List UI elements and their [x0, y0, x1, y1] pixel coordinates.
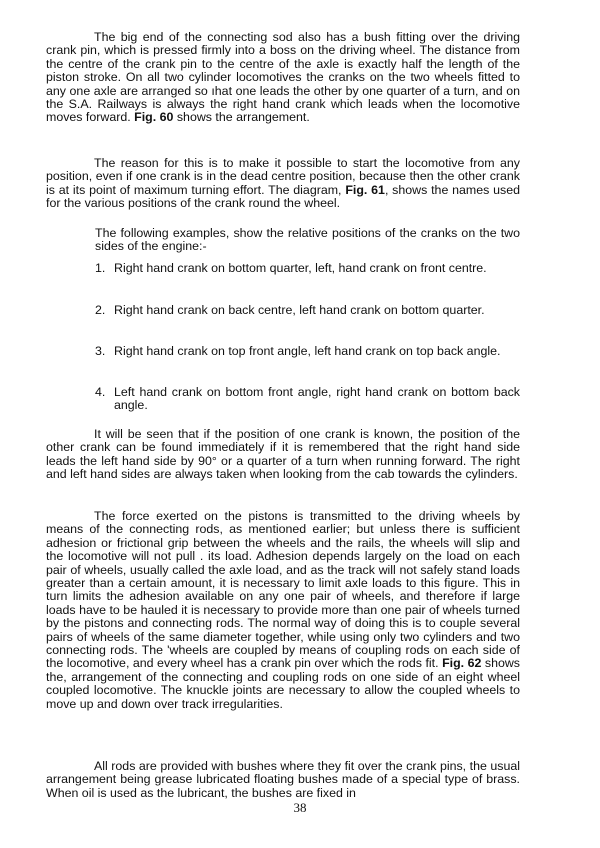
paragraph-bushes — [46, 760, 520, 800]
paragraph-text: shows the arrangement. — [176, 110, 310, 125]
paragraph-text: shows the, arrangement of the connecting and coupling rods on one side of an eight wheel coupled locomotive. The knuckle joints are necessary to allow the coupled wheels to move up and down over track irregularities. — [46, 656, 520, 711]
paragraph-text: It will be seen that if the position of one crank is known, the position of the other crank can be found immediately if it is remembered that the right hand side leads the left hand side by 90° or a quarter of a turn when running forward. The right and left hand sides are always taken when looking from the cab towards the cylinders. — [46, 427, 520, 482]
paragraph-position-relation — [46, 428, 520, 482]
page-number: 38 — [293, 800, 307, 815]
paragraph-text: All rods are provided with bushes where they fit over the crank pins, the usual arrangement being grease lubricated floating bushes made of a special type of brass. When oil is used as the lubricant, the bushes are fixed in — [46, 759, 520, 800]
figure-reference: Fig. 62 — [442, 656, 482, 671]
list-item — [95, 304, 520, 317]
list-text: Right hand crank on top front angle, left hand crank on top back angle. — [114, 344, 501, 358]
paragraph-text: The force exerted on the pistons is transmitted to the driving wheels by means of the connecting rods, as mentioned earlier; but unless there is sufficient adhesion or frictional grip between the wheels and the rails, the wheels will slip and the locomotive will not pull . its load. Adhesion depends largely on the load on each pair of wheels, usually called the axle load, and as the track will not safely stand loads greater than a certain amount, it is necessary to limit axle loads to this figure. This in turn limits the adhesion available on any one pair of wheels, and therefore if large loads have to be hauled it is necessary to provide more than one pair of wheels turned by the pistons and connecting rods. The normal way of doing this is to couple several pairs of wheels of the same diameter together, while using only two cylinders and two connecting rods. The 'wheels are coupled by means of coupling rods on each side of the locomotive, and every wheel has a crank pin over which the rods fit. — [46, 509, 520, 671]
paragraph-text: The big end of the connecting sod also has a bush fitting over the driving crank pin, which is pressed firmly into a boss on the driving wheel. The distance from the centre of the crank pin to the centre of the axle is exactly half the length of the piston stroke. On all two cylinder locomotives the cranks on the two wheels fitted to any one axle are arranged so ıhat one leads the other by one quarter of a turn, and on the S.A. Railways is always the right hand crank which leads when the locomotive moves forward. — [46, 30, 520, 125]
list-item — [95, 345, 520, 358]
paragraph-adhesion — [46, 510, 520, 711]
figure-reference: Fig. 61 — [345, 182, 385, 197]
list-text: Right hand crank on bottom quarter, left, hand crank on front centre. — [114, 261, 487, 275]
list-number: 3. — [95, 344, 106, 358]
list-item — [95, 262, 520, 275]
paragraph-start-position — [46, 157, 520, 211]
list-number: 2. — [95, 303, 106, 317]
figure-reference: Fig. 60 — [134, 110, 174, 125]
list-item — [95, 386, 520, 413]
list-text: Left hand crank on bottom front angle, right hand crank on bottom back angle. — [114, 385, 520, 413]
list-text: Right hand crank on back centre, left hand crank on bottom quarter. — [114, 303, 485, 317]
paragraph-text: The reason for this is to make it possible to start the locomotive from any position, even if one crank is in the dead centre position, because then the other crank is at its point of maximum turning effort. The diagram, — [46, 156, 520, 197]
list-number: 1. — [95, 261, 106, 275]
paragraph-text: , shows the names used for the various positions of the crank round the wheel. — [46, 182, 521, 211]
examples-intro: The following examples, show the relative positions of the cranks on the two sides of the engine:- — [95, 226, 520, 254]
list-number: 4. — [95, 385, 106, 399]
paragraph-crank-pin — [46, 31, 520, 125]
